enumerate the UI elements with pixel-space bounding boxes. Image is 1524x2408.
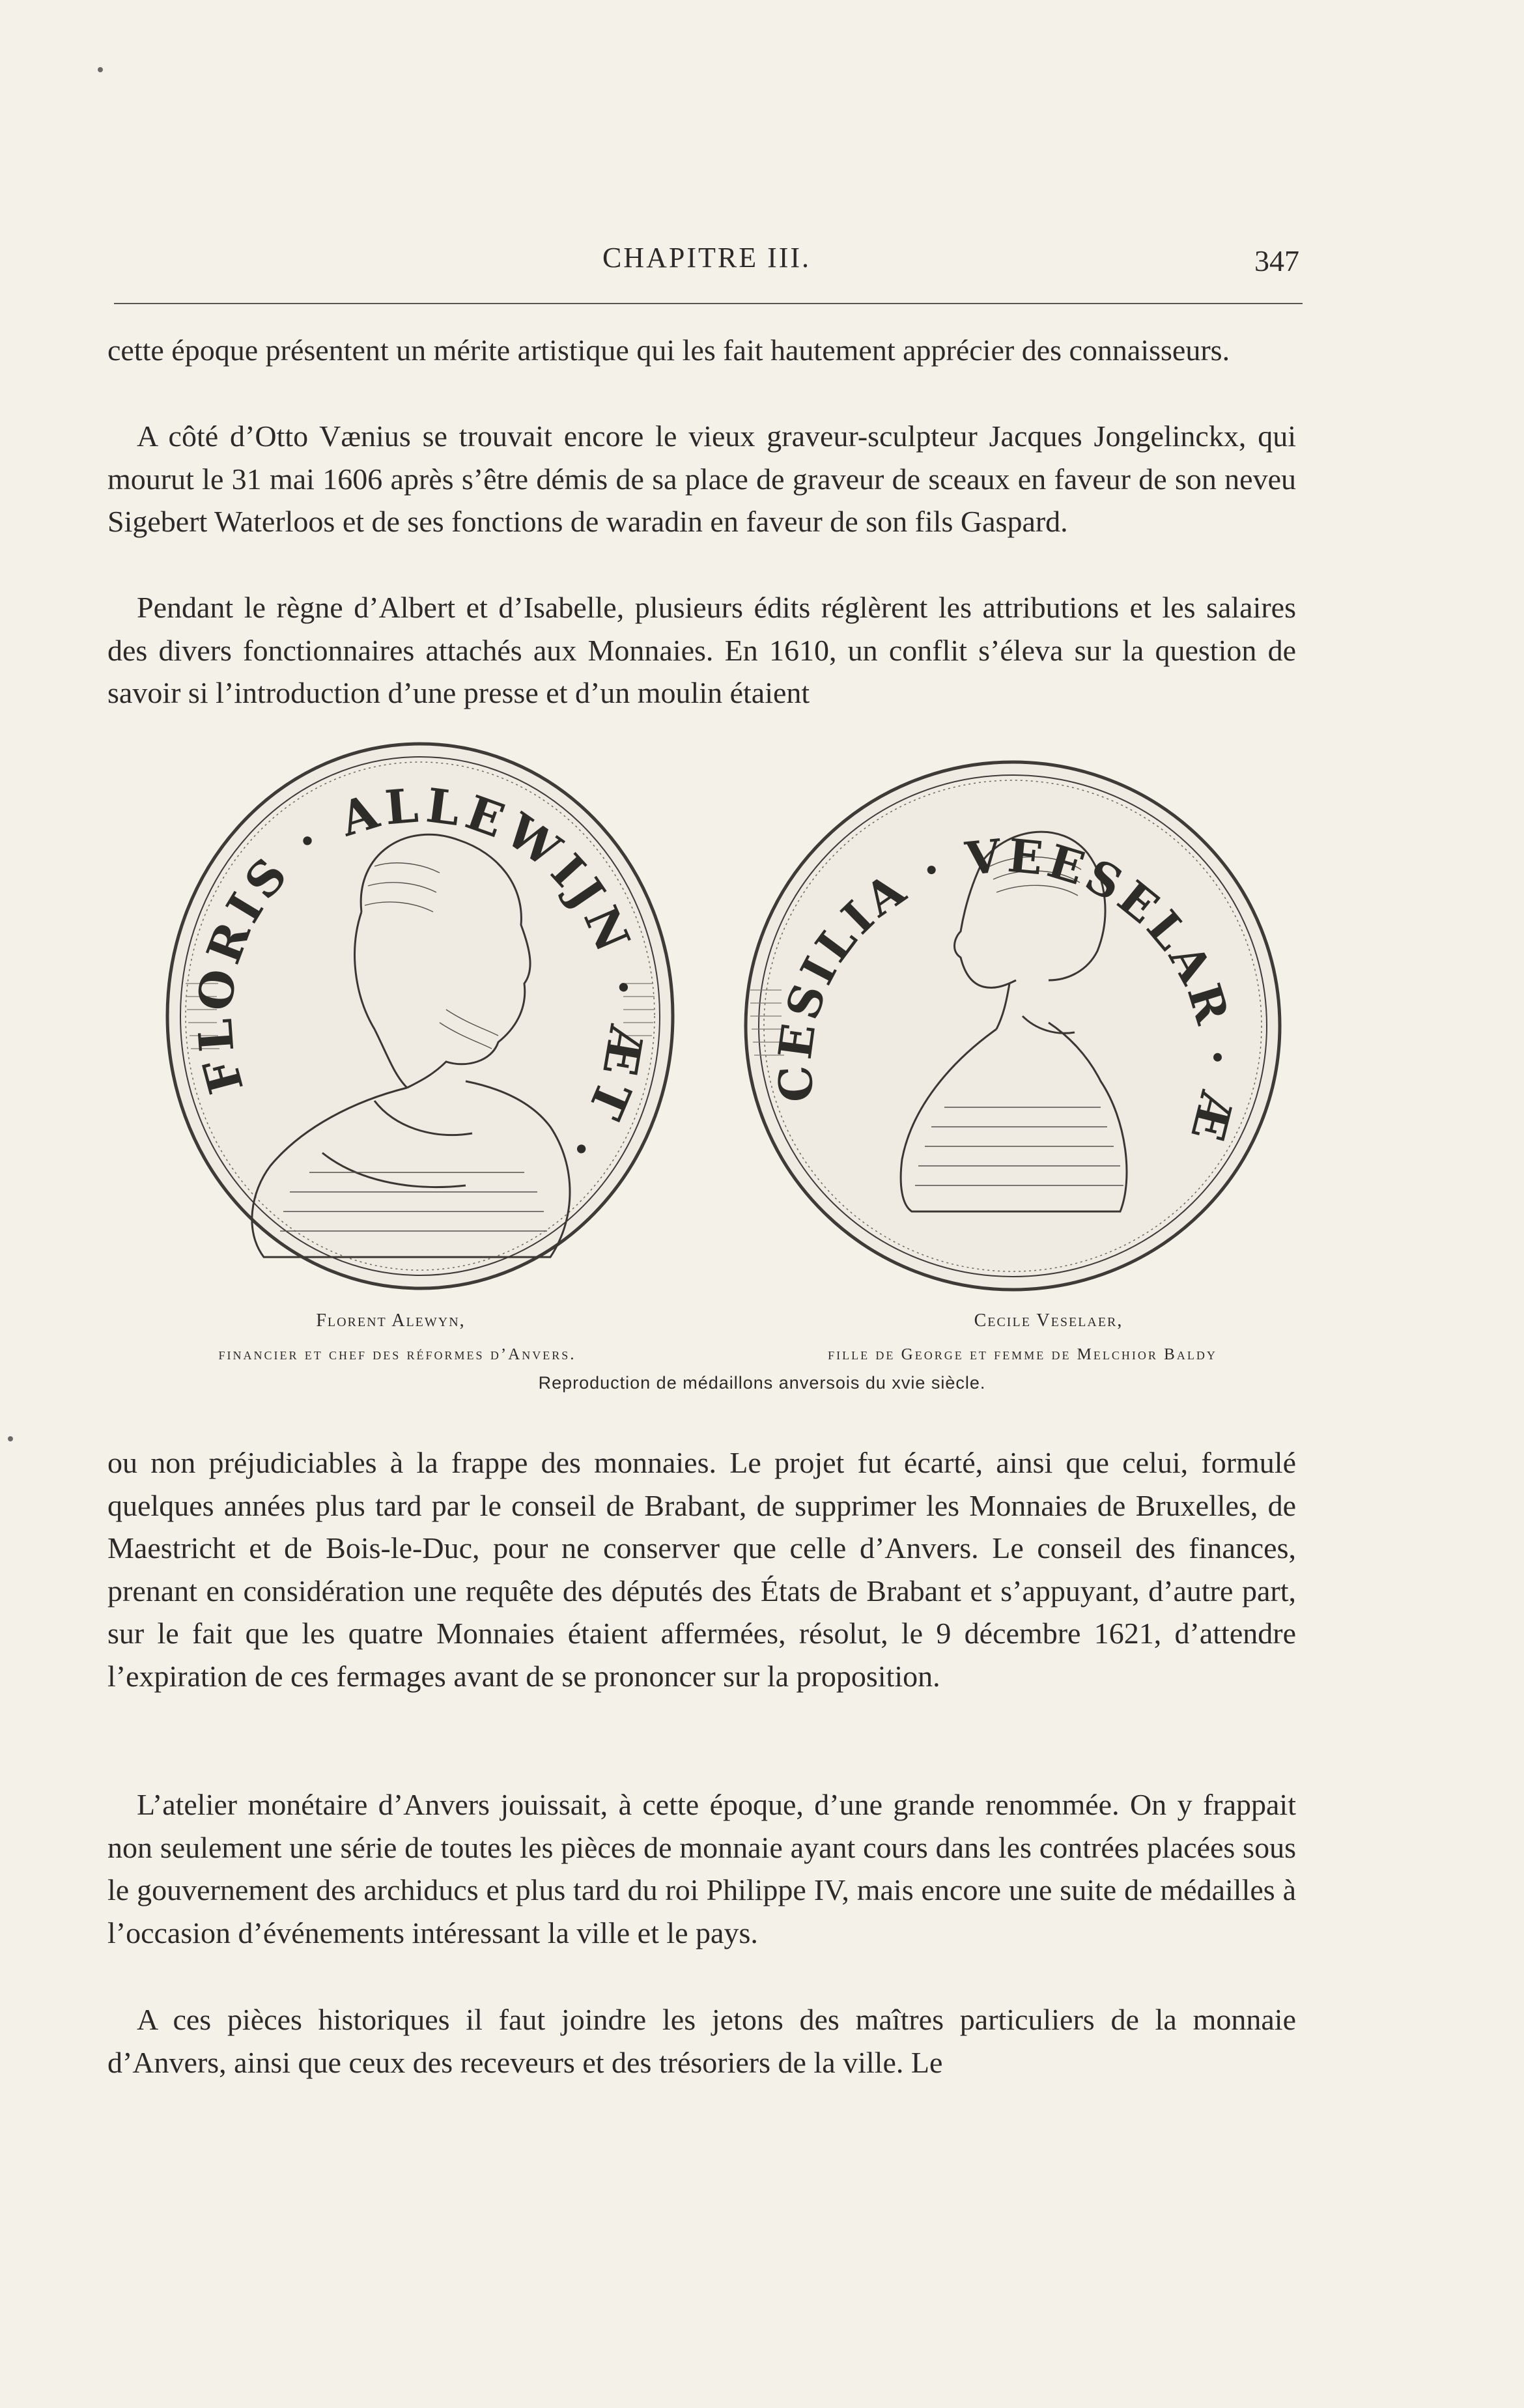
caption-right-name: Cecile Veselaer, xyxy=(974,1310,1123,1331)
medal-right-engraving xyxy=(736,756,1290,1296)
medal-left-engraving xyxy=(160,736,681,1296)
paragraph-6: A ces pièces historiques il faut joindre les jetons des maîtres particuliers de la monnaie d’Anvers, ainsi que ceux des receveurs et des trésoriers de la ville. Le xyxy=(107,2003,1296,2079)
caption-right-role: fille de George et femme de Melchior Baldy xyxy=(828,1346,1217,1363)
figure-caption: Reproduction de médaillons anversois du xvie siècle. xyxy=(538,1373,986,1393)
medal-left-inscription: FLORIS · ALLEWIJN · ÆT · xyxy=(186,776,655,1177)
paragraph-1: cette époque présentent un mérite artistique qui les fait hautement apprécier des connaisseurs. xyxy=(107,333,1230,367)
paragraph-2: A côté d’Otto Vænius se trouvait encore le vieux graveur-sculpteur Jacques Jongelinckx, qui mourut le 31 mai 1606 après s’être démis de sa place de graveur de sceaux en faveur de son neveu Sigebert Waterloos et de ses fonctions de waradin en faveur de son fils Gaspard. xyxy=(107,419,1296,538)
medal-right-inscription: CESILIA · VEESELAR · Æ xyxy=(767,828,1245,1150)
medal-right xyxy=(736,756,1290,1296)
running-header xyxy=(114,241,1299,280)
caption-left-name: Florent Alewyn, xyxy=(316,1310,466,1331)
paragraph-4: ou non préjudiciables à la frappe des monnaies. Le projet fut écarté, ainsi que celui, formulé quelques années plus tard par le conseil de Brabant, de supprimer les Monnaies de Bruxelles, de Maestricht et de Bois-le-Duc, pour ne conserver que celle d’Anvers. Le conseil des finances, prenant en considération une requête des députés des États de Brabant et s’appuyant, d’autre part, sur le fait que les quatre Monnaies étaient affermées, résolut, le 9 décembre 1621, d’attendre l’expiration de ces fermages avant de se prononcer sur la proposition. xyxy=(107,1446,1296,1693)
paragraph-3: Pendant le règne d’Albert et d’Isabelle, plusieurs édits réglèrent les attributions et les salaires des divers fonctionnaires attachés aux Monnaies. En 1610, un conflit s’éleva sur la question de savoir si l’introduction d’une presse et d’un moulin étaient xyxy=(107,591,1296,709)
header-rule xyxy=(114,303,1303,304)
medal-left xyxy=(160,736,681,1296)
paragraph-5: L’atelier monétaire d’Anvers jouissait, à cette époque, d’une grande renommée. On y frappait non seulement une série de toutes les pièces de monnaie ayant cours dans les contrées placées sous le gouvernement des archiducs et plus tard du roi Philippe IV, mais encore une suite de médailles à l’occasion d’événements intéressant la ville et le pays. xyxy=(107,1788,1296,1949)
paper-speck xyxy=(98,67,103,72)
page-number: 347 xyxy=(1254,244,1299,277)
caption-left-role: financier et chef des réformes d’Anvers. xyxy=(218,1346,576,1363)
chapter-title: CHAPITRE III. xyxy=(602,242,811,274)
paper-speck xyxy=(8,1436,13,1441)
